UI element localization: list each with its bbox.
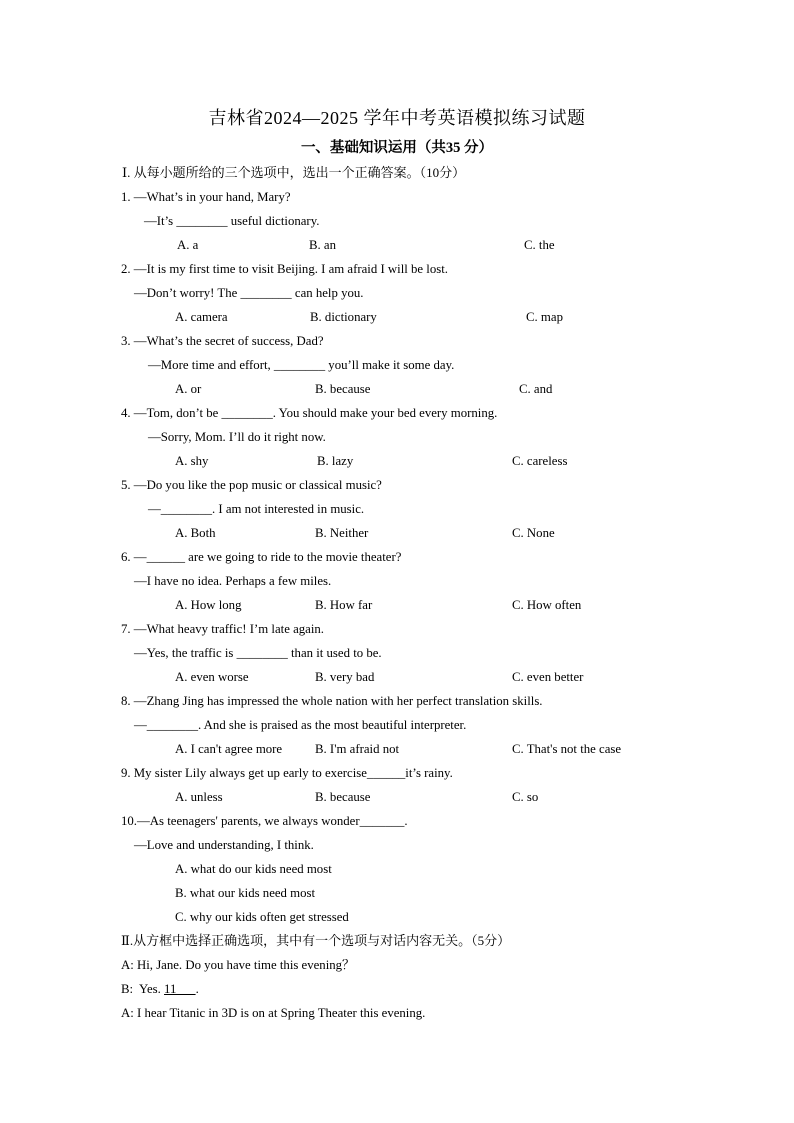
question-reply: —It’s ________ useful dictionary. xyxy=(144,214,320,228)
question-reply: —Don’t worry! The ________ can help you. xyxy=(134,286,364,300)
question-stem: 8. —Zhang Jing has impressed the whole nation with her perfect translation skills. xyxy=(121,694,543,708)
question-stem: 7. —What heavy traffic! I’m late again. xyxy=(121,622,325,636)
question-reply: —________. I am not interested in music. xyxy=(148,502,365,516)
option-c: C. and xyxy=(519,382,553,396)
section-1-instructions: Ⅰ. 从每小题所给的三个选项中，选出一个正确答案。（10分） xyxy=(122,165,466,180)
option-a: A. what do our kids need most xyxy=(175,862,332,876)
option-a: A. unless xyxy=(175,790,223,804)
question-stem: 2. —It is my first time to visit Beijing. I am afraid I will be lost. xyxy=(121,262,448,276)
part-heading: 一、基础知识运用（共35 分） xyxy=(300,140,494,156)
option-c: C. That's not the case xyxy=(512,742,622,756)
option-a: A. I can't agree more xyxy=(175,742,283,756)
option-b: B. an xyxy=(309,238,337,252)
dialog-line: A: I hear Titanic in 3D is on at Spring Theater this evening. xyxy=(121,1006,426,1020)
option-b: B. because xyxy=(315,382,371,396)
option-c: C. map xyxy=(526,310,563,324)
option-c: C. How often xyxy=(512,598,582,612)
dialog-blank: 11 xyxy=(164,982,196,996)
option-a: A. How long xyxy=(175,598,242,612)
option-c: C. careless xyxy=(512,454,568,468)
option-b: B. I'm afraid not xyxy=(315,742,400,756)
question-stem: 9. My sister Lily always get up early to exercise______it’s rainy. xyxy=(121,766,453,780)
option-c: C. the xyxy=(524,238,555,252)
question-reply: —Yes, the traffic is ________ than it used to be. xyxy=(134,646,382,660)
option-b: B. very bad xyxy=(315,670,375,684)
option-c: C. even better xyxy=(512,670,584,684)
option-a: A. camera xyxy=(175,310,228,324)
option-b: B. what our kids need most xyxy=(175,886,316,900)
question-stem: 10.—As teenagers' parents, we always wonder_______. xyxy=(121,814,408,828)
option-b: B. lazy xyxy=(317,454,354,468)
question-stem: 3. —What’s the secret of success, Dad? xyxy=(121,334,324,348)
question-reply: —________. And she is praised as the most beautiful interpreter. xyxy=(134,718,467,732)
option-a: A. shy xyxy=(175,454,209,468)
question-stem: 1. —What’s in your hand, Mary? xyxy=(121,190,291,204)
dialog-punct: . xyxy=(195,982,199,996)
question-reply: —Sorry, Mom. I’ll do it right now. xyxy=(148,430,326,444)
option-b: B. Neither xyxy=(315,526,369,540)
option-a: A. Both xyxy=(175,526,216,540)
section-2-instructions: Ⅱ.从方框中选择正确选项，其中有一个选项与对话内容无关。（5分） xyxy=(121,933,511,948)
question-stem: 6. —______ are we going to ride to the movie theater? xyxy=(121,550,402,564)
page-title: 吉林省2024—2025 学年中考英语模拟练习试题 xyxy=(208,108,586,128)
question-stem: 4. —Tom, don’t be ________. You should make your bed every morning. xyxy=(121,406,498,420)
question-reply: —More time and effort, ________ you’ll make it some day. xyxy=(148,358,455,372)
option-a: A. even worse xyxy=(175,670,249,684)
question-reply: —Love and understanding, I think. xyxy=(134,838,314,852)
question-reply: —I have no idea. Perhaps a few miles. xyxy=(134,574,332,588)
dialog-line xyxy=(121,981,199,997)
option-c: C. so xyxy=(512,790,539,804)
dialog-speaker: B: Yes. xyxy=(121,982,165,996)
option-b: B. because xyxy=(315,790,371,804)
option-c: C. why our kids often get stressed xyxy=(175,910,349,924)
option-b: B. How far xyxy=(315,598,373,612)
question-stem: 5. —Do you like the pop music or classical music? xyxy=(121,478,382,492)
option-a: A. a xyxy=(177,238,199,252)
option-b: B. dictionary xyxy=(310,310,377,324)
option-c: C. None xyxy=(512,526,555,540)
dialog-line: A: Hi, Jane. Do you have time this evening？ xyxy=(121,958,355,972)
option-a: A. or xyxy=(175,382,202,396)
